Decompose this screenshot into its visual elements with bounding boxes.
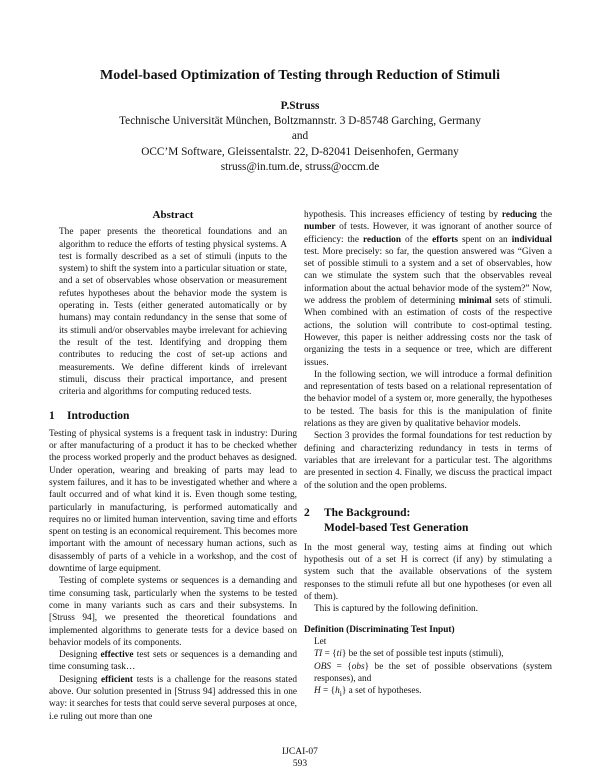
text-run: test. More precisely: so far, the question answered was “Given a set of possible stimuli to a system and a set of observables, how can we stimulate the system such that the observables reveal information about the actual behavior mode of the system?” Now, we address the problem of determining [304, 246, 552, 307]
text-run: spent on an [457, 234, 512, 245]
text-run: } be the set of possible observations (system responses), and [314, 661, 552, 684]
symbol-h: h [335, 686, 340, 697]
section-2-paragraph-2: This is captured by the following definition. [314, 604, 478, 615]
page-footer [40, 746, 560, 770]
definition-line-h [314, 685, 552, 700]
emphasis-effective: effective [100, 650, 134, 661]
definition-let: Let [314, 636, 327, 647]
emphasis-reducing: reducing [501, 210, 537, 220]
text-run: of tests. However, it was ignorant of another source of efficiency: the [304, 222, 552, 245]
footer-page-number: 593 [292, 759, 308, 769]
emphasis-reduction: reduction [362, 234, 402, 245]
section-2-title-line-1: The Background: [324, 506, 411, 519]
definition-heading: Definition (Discriminating Test Input) [304, 624, 455, 635]
footer-venue: IJCAI-07 [282, 747, 318, 757]
text-run: = { [322, 649, 337, 660]
section-1-number: 1 [49, 410, 55, 423]
emphasis-efforts: efforts [432, 234, 458, 245]
text-run: hypothesis. This increases efficiency of testing by [304, 210, 502, 220]
right-paragraph-3: Section 3 provides the formal foundations for test reduction by defining and characterizing redundancy in tests in terms of variables that are irrelevant for a particular test. The algorithms are presented in section 4. Finally, we discuss the practical impact of the solution and the open problems. [304, 431, 552, 491]
text-run: = { [331, 661, 352, 672]
symbol-TI: TI [314, 649, 323, 660]
paper-title: Model-based Optimization of Testing through Reduction of Stimuli [100, 68, 500, 83]
intro-paragraph-4 [49, 674, 297, 723]
abstract-heading: Abstract [152, 209, 194, 221]
definition-body [304, 636, 552, 700]
emphasis-efficient: efficient [100, 674, 133, 685]
right-paragraph-2: In the following section, we will introduce a formal definition and representation of tests based on a relational representation of the behavior model of a system or, more generally, the hypotheses to be tested. The basis for this is the manipulation of finite relations as they are given by qualitative behavior models. [304, 369, 552, 430]
emphasis-minimal: minimal [458, 296, 492, 307]
author-block [40, 99, 560, 175]
emphasis-number: number [304, 222, 336, 233]
affiliation-and: and [291, 130, 309, 143]
symbol-H: H [314, 686, 321, 697]
definition-line-ti [314, 648, 552, 660]
affiliation-1: Technische Universität München, Boltzmannstr. 3 D-85748 Garching, Germany [119, 115, 481, 128]
subscript-i: i [339, 688, 342, 698]
text-run: the [536, 210, 552, 220]
intro-paragraph-1: Testing of physical systems is a frequent task in industry: During or after manufacturing of a product it has to be checked whether the process worked properly and the product behaves as designed. Under operation, wearing and breaking of parts may lead to system failures, and it has to be investigated whether and where a fault occurred and of what kind it is. Even though some testing, particularly in manufacturing, is performed automatically and requires no or limited human intervention, saving time and efforts spent on testing is an economical requirement. This becomes more important with the amount of necessary human actions, such as disassembly of parts of a vehicle in a workshop, and the cost of downtime of large equipment. [49, 428, 297, 575]
symbol-obs: obs [351, 661, 365, 672]
right-column [304, 209, 552, 700]
text-run: Designing [59, 674, 101, 685]
section-2-title-line-2: Model-based Test Generation [324, 521, 469, 534]
text-run: Designing [59, 650, 101, 661]
right-paragraph-1 [304, 209, 552, 369]
affiliation-2: OCC’M Software, Gleissentalstr. 22, D-82041 Deisenhofen, Germany [141, 145, 459, 158]
text-run: } be the set of possible test inputs (stimuli), [341, 649, 504, 660]
text-run: sets of stimuli. When combined with an estimation of costs of the respective actions, the solution will contribute to cost-optimal testing. However, this paper is neither addressing costs nor the task of organizing the tests in a sequence or tree, which are different issues. [304, 296, 552, 368]
emphasis-individual: individual [511, 234, 552, 245]
text-run: } a set of hypotheses. [341, 686, 422, 697]
abstract-text: The paper presents the theoretical foundations and an algorithm to reduce the efforts of testing physical systems. A test is formally described as a set of stimuli (inputs to the system) to shift the system into a particular situation or state, and a set of observables whose observation or measurement refutes hypotheses about the behavior mode the system is operating in. Tests (either generated automatically or by humans) may contain redundancy in the sense that some of its stimuli and/or observables maybe irrelevant for achieving the result of the test. Identifying and dropping them contributes to reducing the cost of set-up actions and measurements. We define different kinds of irrelevant stimuli, discuss their practical importance, and present criteria and algorithms for computing reduced tests. [59, 227, 287, 398]
section-2-heading [304, 506, 552, 536]
left-column [49, 209, 297, 723]
author-email: struss@in.tum.de, struss@occm.de [220, 160, 380, 173]
section-1-heading [49, 410, 297, 422]
text-run: = { [320, 686, 336, 697]
section-2-paragraph-1: In the most general way, testing aims at finding out which hypothesis out of a set H is correct (if any) by stimulating a system such that the available observations of the system responses to the stimuli refute all but one hypotheses (or even all of them). [304, 542, 552, 603]
intro-paragraph-2: Testing of complete systems or sequences is a demanding and time consuming task, particularly when the systems to be tested come in many variants such as cars and their subsystems. In [Struss 94], we presented the theoretical foundations and implemented algorithms to generate tests for a device based on behavior models of its components. [49, 576, 297, 648]
symbol-OBS: OBS [314, 661, 332, 672]
section-2-number: 2 [304, 506, 310, 519]
text-run: tests is a challenge for the reasons stated above. Our solution presented in [Struss 94] addressed this in one way: it searches for tests that could serve several purposes at once, i.e ruling out more than one [49, 674, 297, 722]
symbol-ti: ti [336, 649, 342, 660]
text-run: of the [401, 234, 433, 245]
text-run: test sets or sequences is a demanding and time consuming task [49, 650, 297, 673]
author-name: P.Struss [280, 100, 320, 112]
section-1-title: Introduction [67, 410, 130, 423]
intro-paragraph-3: Designing effective test sets or sequences is a demanding and time consuming task… [49, 650, 297, 673]
definition-line-obs [314, 661, 552, 686]
